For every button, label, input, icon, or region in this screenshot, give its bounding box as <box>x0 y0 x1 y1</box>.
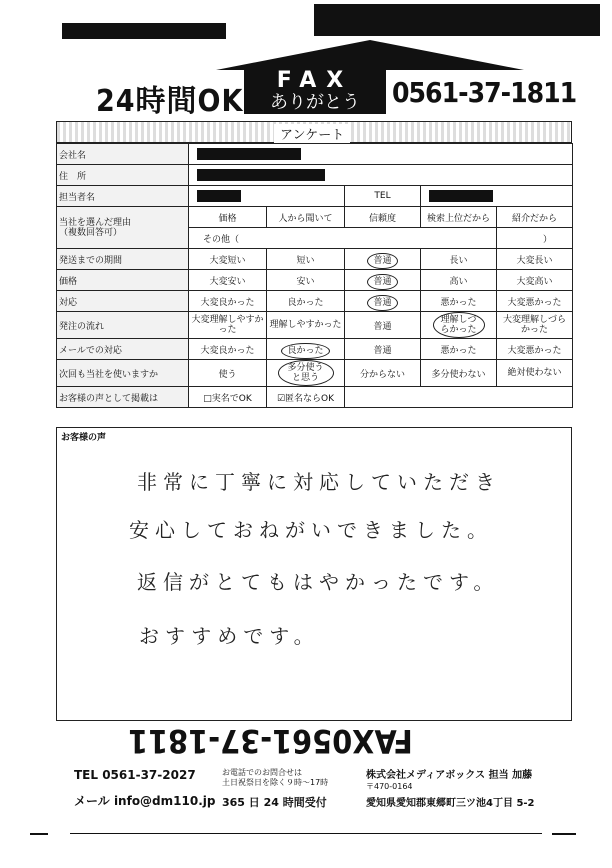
publish-real-name-option[interactable]: □実名でOK <box>189 387 267 408</box>
address-label: 住 所 <box>57 165 189 186</box>
row-option[interactable]: 良かった <box>267 291 345 312</box>
reason-option-selected[interactable]: 検索上位だから <box>421 207 497 228</box>
row-label: メールでの対応 <box>57 339 189 360</box>
bottom-rule-left <box>30 833 48 835</box>
row-option[interactable]: 分からない <box>345 360 421 387</box>
header-fax-number: 0561-37-1811 <box>392 76 577 109</box>
row-option[interactable]: 高い <box>421 270 497 291</box>
row-label: 発注の流れ <box>57 312 189 339</box>
selected-circle: 普通 <box>367 274 397 290</box>
voice-label: お客様の声 <box>61 433 107 443</box>
row-option[interactable]: 大変良かった <box>189 339 267 360</box>
fax-label: FAX <box>276 68 354 93</box>
tel-label: TEL <box>345 186 421 207</box>
fax-thanks-box <box>244 70 386 114</box>
row-option[interactable]: 大変理解しづらかった <box>497 312 573 339</box>
reason-option[interactable]: 価格 <box>189 207 267 228</box>
reason-option[interactable]: 紹介だから <box>497 207 573 228</box>
row-option[interactable]: 大変悪かった <box>497 291 573 312</box>
selected-circle: 普通 <box>367 295 397 311</box>
voice-line-4: おすすめです。 <box>139 624 320 648</box>
company-label: 会社名 <box>57 144 189 165</box>
row-label: 価格 <box>57 270 189 291</box>
survey-title: アンケート <box>274 124 350 143</box>
row-option[interactable]: 悪かった <box>421 291 497 312</box>
contact-label: 担当者名 <box>57 186 189 207</box>
row-option-selected[interactable] <box>421 312 497 339</box>
row-option[interactable]: 大変短い <box>189 249 267 270</box>
company-field[interactable] <box>189 144 573 165</box>
contact-field[interactable] <box>189 186 345 207</box>
row-option[interactable]: 多分使わない <box>421 360 497 387</box>
customer-voice-box[interactable] <box>56 427 572 721</box>
row-option-selected[interactable] <box>345 291 421 312</box>
row-option[interactable]: 悪かった <box>421 339 497 360</box>
row-option[interactable]: 大変悪かった <box>497 339 573 360</box>
voice-line-3: 返信がとてもはやかったです。 <box>137 570 500 594</box>
reason-option[interactable]: 信頼度 <box>345 207 421 228</box>
row-option[interactable]: 大変理解しやすかった <box>189 312 267 339</box>
redacted-name-bar <box>62 23 226 39</box>
row-label: 対応 <box>57 291 189 312</box>
row-option[interactable]: 使う <box>189 360 267 387</box>
row-option-selected[interactable] <box>267 339 345 360</box>
row-option-selected[interactable] <box>345 249 421 270</box>
reason-other-label: その他（ <box>203 234 240 245</box>
publish-blank <box>345 387 573 408</box>
redacted-info-bar <box>314 4 600 36</box>
row-option[interactable]: 安い <box>267 270 345 291</box>
reason-other-close: ） <box>497 228 573 249</box>
row-option[interactable]: 普通 <box>345 339 421 360</box>
publish-anonymous-option[interactable]: ☑匿名ならOK <box>267 387 345 408</box>
bottom-rule-mid <box>70 833 542 834</box>
always-open: 365 日 24 時間受付 <box>222 796 327 809</box>
address-field[interactable] <box>189 165 573 186</box>
reason-option[interactable]: 人から聞いて <box>267 207 345 228</box>
selected-circle: 多分使うと思う <box>278 360 334 386</box>
selected-circle: 普通 <box>367 253 397 269</box>
mirrored-fax-number: FAX0561-37-1811 <box>128 722 413 760</box>
row-label: 次回も当社を使いますか <box>57 360 189 387</box>
footer-mail: メール info@dm110.jp <box>74 794 216 808</box>
row-option-selected[interactable] <box>267 360 345 387</box>
phone-hours-line2: 土日祝祭日を除く９時〜17時 <box>222 778 329 787</box>
row-label: 発送までの期間 <box>57 249 189 270</box>
row-option[interactable]: 長い <box>421 249 497 270</box>
footer-tel: TEL 0561-37-2027 <box>74 768 196 782</box>
reason-label-sub: （複数回答可） <box>59 227 123 238</box>
row-option[interactable]: 理解しやすかった <box>267 312 345 339</box>
row-option[interactable]: 大変安い <box>189 270 267 291</box>
row-option-selected[interactable] <box>345 270 421 291</box>
selected-circle: 理解しづらかった <box>433 312 485 338</box>
row-option[interactable]: 短い <box>267 249 345 270</box>
row-option[interactable]: 大変良かった <box>189 291 267 312</box>
bottom-rule-right <box>552 833 576 835</box>
phone-hours-line1: お電話でのお問合せは <box>222 768 302 777</box>
row-option[interactable]: 大変長い <box>497 249 573 270</box>
footer-address: 愛知県愛知郡東郷町三ツ池4丁目 5-2 <box>366 798 535 809</box>
footer-company: 株式会社メディアボックス 担当 加藤 <box>366 770 533 781</box>
tel-field[interactable] <box>421 186 573 207</box>
footer-zip: 〒470-0164 <box>366 782 413 791</box>
voice-line-2: 安心しておねがいできました。 <box>129 518 493 542</box>
reason-other[interactable] <box>189 228 497 249</box>
selected-circle: 良かった <box>281 343 329 359</box>
row-option[interactable]: 大変高い <box>497 270 573 291</box>
reason-label-main: 当社を選んだ理由 <box>59 217 132 228</box>
voice-line-1: 非常に丁寧に対応していただき <box>137 470 501 494</box>
survey-form-table <box>56 143 573 408</box>
publish-label: お客様の声として掲載は <box>57 387 189 408</box>
fax-roof-shape <box>216 40 524 70</box>
reason-label <box>57 207 189 249</box>
row-option[interactable]: 絶対使わない <box>497 360 573 387</box>
open-24h-text: 24時間OK <box>96 84 244 119</box>
row-option[interactable]: 普通 <box>345 312 421 339</box>
thanks-label: ありがとう <box>270 92 360 113</box>
